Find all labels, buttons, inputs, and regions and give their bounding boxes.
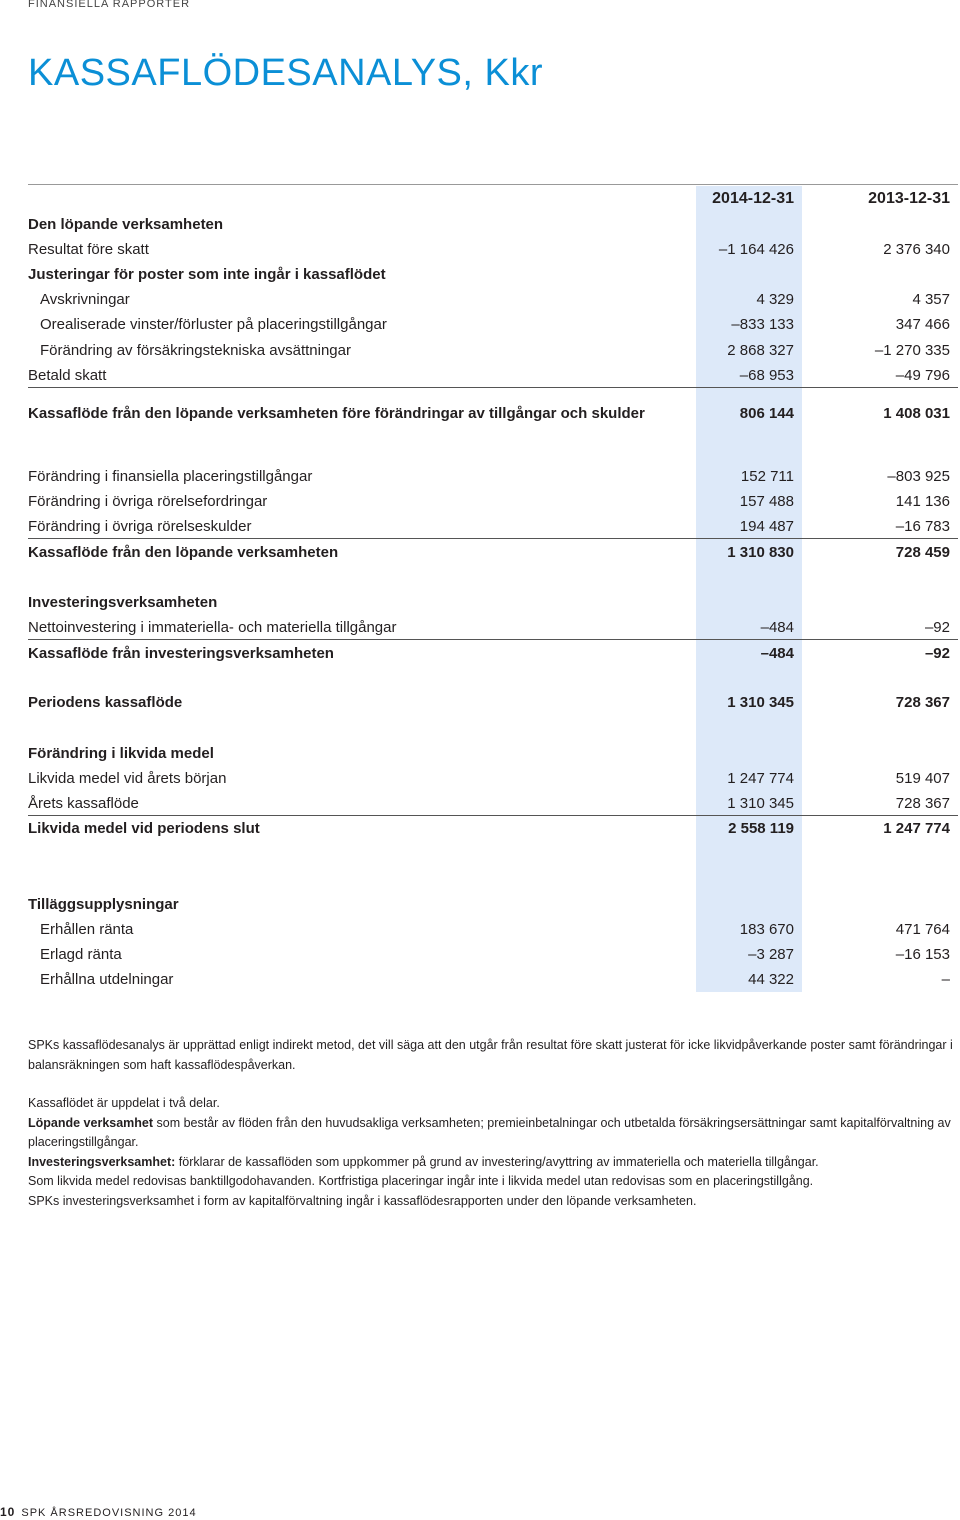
row-label: Resultat före skatt <box>28 241 149 258</box>
row-label: Den löpande verksamheten <box>28 216 224 233</box>
value-2014: 1 310 345 <box>727 795 794 812</box>
table-row <box>28 617 950 639</box>
row-label: Avskrivningar <box>40 291 130 308</box>
value-2013: –49 796 <box>895 367 950 384</box>
value-2013: 2 376 340 <box>883 241 950 258</box>
table-row-total <box>28 818 950 840</box>
publication-name: SPK ÅRSREDOVISNING 2014 <box>21 1507 197 1519</box>
note-paragraph: Som likvida medel redovisas banktillgodohavanden. Kortfristiga placeringar ingår inte i likvida medel utan redovisas som en placeringstillgång. <box>28 1174 814 1188</box>
value-2013: 728 459 <box>895 544 950 561</box>
value-2014: 194 487 <box>739 518 794 535</box>
value-2014: 806 144 <box>739 405 794 422</box>
table-row <box>28 264 950 286</box>
value-2013: 141 136 <box>895 493 950 510</box>
row-label: Förändring i övriga rörelseskulder <box>28 518 252 535</box>
table-row <box>28 491 950 513</box>
row-label: Orealiserade vinster/förluster på placeringstillgångar <box>40 316 387 333</box>
note-paragraph <box>28 1153 953 1173</box>
note-term: Investeringsverksamhet: <box>28 1154 176 1169</box>
value-2013: 1 247 774 <box>883 820 950 837</box>
column-header-2014: 2014-12-31 <box>712 190 794 207</box>
value-2014: –3 287 <box>748 946 794 963</box>
table-row <box>28 743 950 765</box>
row-label: Justeringar för poster som inte ingår i kassaflödet <box>28 266 386 283</box>
value-2013: 4 357 <box>912 291 950 308</box>
value-2013: 471 764 <box>895 921 950 938</box>
table-row <box>28 340 950 362</box>
value-2013: 519 407 <box>895 770 950 787</box>
row-label: Erhållen ränta <box>40 921 134 938</box>
section-label: FINANSIELLA RAPPORTER <box>28 0 191 10</box>
value-2014: 152 711 <box>740 468 794 485</box>
table-row <box>28 516 950 538</box>
value-2013: – <box>941 971 950 988</box>
row-label: Tilläggsupplysningar <box>28 896 179 913</box>
value-2014: 1 247 774 <box>727 770 794 787</box>
note-paragraph: Kassaflödet är uppdelat i två delar. <box>28 1096 220 1110</box>
value-2013: –803 925 <box>887 468 950 485</box>
table-row-subtotal <box>28 542 950 564</box>
value-2014: –484 <box>760 619 794 636</box>
row-label: Likvida medel vid årets början <box>28 770 227 787</box>
table-row <box>28 314 950 336</box>
column-header-row <box>28 188 950 210</box>
value-2013: –92 <box>924 619 950 636</box>
method-note <box>28 1036 953 1075</box>
row-label: Periodens kassaflöde <box>28 694 183 711</box>
row-label: Erlagd ränta <box>40 946 122 963</box>
value-2013: –16 783 <box>895 518 950 535</box>
value-2014: 1 310 830 <box>727 544 794 561</box>
row-label: Kassaflöde från den löpande verksamheten <box>28 544 339 561</box>
table-row-subtotal <box>28 403 950 425</box>
table-row <box>28 592 950 614</box>
note-text: som består av flöden från den huvudsakliga verksamheten; premieinbetalningar och utbetalda försäkringsersättningar samt kapitalförvaltning av placeringstillgångar. <box>28 1115 951 1149</box>
value-2013: –92 <box>924 645 950 662</box>
value-2013: 728 367 <box>895 694 950 711</box>
page-number: 10 <box>0 1505 16 1519</box>
value-2014: 2 558 119 <box>728 820 794 837</box>
value-2013: –1 270 335 <box>874 342 950 359</box>
value-2014: 4 329 <box>756 291 794 308</box>
value-2014: –833 133 <box>731 316 794 333</box>
table-top-rule <box>28 184 958 185</box>
value-2014: –1 164 426 <box>718 241 794 258</box>
definitions-note <box>28 1094 953 1211</box>
row-label: Förändring i övriga rörelsefordringar <box>28 493 268 510</box>
value-2014: 44 322 <box>748 971 794 988</box>
note-paragraph <box>28 1114 953 1153</box>
value-2013: 347 466 <box>895 316 950 333</box>
row-label: Kassaflöde från investeringsverksamheten <box>28 645 334 662</box>
table-row <box>28 944 950 966</box>
table-row <box>28 466 950 488</box>
value-2014: –68 953 <box>739 367 794 384</box>
row-label: Förändring av försäkringstekniska avsättningar <box>40 342 351 359</box>
table-row <box>28 919 950 941</box>
row-label: Nettoinvestering i immateriella- och materiella tillgångar <box>28 619 397 636</box>
page-title: KASSAFLÖDESANALYS, Kkr <box>28 52 544 94</box>
column-header-2013: 2013-12-31 <box>868 190 950 207</box>
row-label: Förändring i likvida medel <box>28 745 214 762</box>
table-row <box>28 768 950 790</box>
table-row-subtotal <box>28 643 950 665</box>
table-row-total <box>28 692 950 714</box>
note-paragraph: SPKs investeringsverksamhet i form av kapitalförvaltning ingår i kassaflödesrapporten under den löpande verksamheten. <box>28 1193 697 1208</box>
value-2013: 728 367 <box>895 795 950 812</box>
table-row <box>28 894 950 916</box>
note-term: Löpande verksamhet <box>28 1115 154 1130</box>
row-label: Betald skatt <box>28 367 107 384</box>
row-label: Investeringsverksamheten <box>28 594 218 611</box>
table-row <box>28 214 950 236</box>
row-label: Erhållna utdelningar <box>40 971 174 988</box>
table-row <box>28 289 950 311</box>
table-row <box>28 365 950 387</box>
value-2013: –16 153 <box>895 946 950 963</box>
value-2014: –484 <box>760 645 794 662</box>
note-text: förklarar de kassaflöden som uppkommer på grund av investering/avyttring av immateriella och materiella tillgångar. <box>175 1154 819 1169</box>
table-row <box>28 239 950 261</box>
value-2014: 183 670 <box>739 921 794 938</box>
page-footer <box>0 1505 197 1519</box>
row-label: Kassaflöde från den löpande verksamheten före förändringar av tillgångar och skulder <box>28 405 645 422</box>
row-label: Årets kassaflöde <box>28 795 139 812</box>
table-row <box>28 793 950 815</box>
row-label: Likvida medel vid periodens slut <box>28 820 260 837</box>
value-2014: 1 310 345 <box>727 694 794 711</box>
note-paragraph: SPKs kassaflödesanalys är upprättad enligt indirekt metod, det vill säga att den utgår från resultat före skatt justerat för icke likvidpåverkande poster samt förändringar i balansräkningen som haft kassaflödespåverkan. <box>28 1038 953 1072</box>
table-row <box>28 969 950 991</box>
value-2014: 2 868 327 <box>727 342 794 359</box>
row-label: Förändring i finansiella placeringstillgångar <box>28 468 313 485</box>
value-2013: 1 408 031 <box>883 405 950 422</box>
value-2014: 157 488 <box>739 493 794 510</box>
